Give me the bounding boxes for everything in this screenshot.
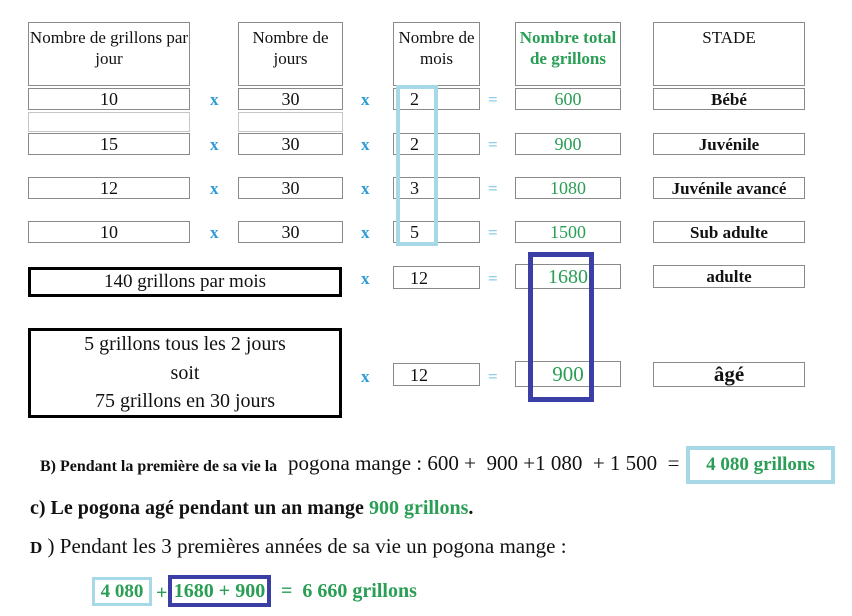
days-cell-row2: 30: [238, 133, 343, 155]
answer-d-label: D: [30, 538, 43, 557]
stage-cell-row4: Sub adulte: [653, 221, 805, 243]
multiply-sign: x: [210, 179, 219, 198]
answer-d-line: [30, 534, 567, 558]
multiply-sign: x: [210, 135, 219, 154]
header-stade: STADE: [653, 22, 805, 86]
final-plus-sign: +: [156, 582, 168, 604]
stage-cell-row2: Juvénile: [653, 133, 805, 155]
equals-sign: =: [488, 179, 498, 198]
stage-cell-row1: Bébé: [653, 88, 805, 110]
aged-rate-line2: soit: [170, 361, 200, 384]
final-result: = 6 660 grillons: [281, 580, 417, 602]
total-cell-row3: 1080: [515, 177, 621, 199]
equals-sign: =: [488, 367, 498, 386]
total-cell-row1: 600: [515, 88, 621, 110]
months-cell-row3: 3: [393, 177, 480, 199]
answer-c-period: .: [468, 497, 474, 519]
daily-cell-row3: 12: [28, 177, 190, 199]
months-cell-row5: 12: [393, 266, 480, 289]
header-mois: Nombre de mois: [393, 22, 480, 86]
answer-d-text: ) Pendant les 3 premières années de sa vie un pogona mange :: [42, 534, 567, 558]
answer-c-prefix: c) Le pogona agé pendant un an mange: [30, 497, 369, 519]
multiply-sign: x: [361, 90, 370, 109]
equals-sign: =: [488, 90, 498, 109]
aged-rate-line1: 5 grillons tous les 2 jours: [84, 333, 286, 356]
total-cell-row6: 900: [515, 361, 621, 387]
empty-cell: [28, 112, 190, 132]
answer-c-result: 900 grillons: [368, 497, 469, 519]
header-total-grillons: Nombre total de grillons: [515, 22, 621, 86]
final-term2-box: 1680 + 900: [168, 575, 271, 607]
empty-cell: [238, 112, 343, 132]
multiply-sign: x: [361, 135, 370, 154]
months-cell-row1: 2: [393, 88, 480, 110]
multiply-sign: x: [361, 223, 370, 242]
multiply-sign: x: [361, 367, 370, 386]
months-cell-row6: 12: [393, 363, 480, 386]
answer-b-label: B) Pendant la première de sa vie la: [40, 458, 278, 475]
daily-cell-row2: 15: [28, 133, 190, 155]
answer-c-line: [30, 497, 473, 520]
months-cell-row2: 2: [393, 133, 480, 155]
total-cell-row2: 900: [515, 133, 621, 155]
header-jours: Nombre de jours: [238, 22, 343, 86]
multiply-sign: x: [210, 223, 219, 242]
total-cell-row4: 1500: [515, 221, 621, 243]
answer-b-expression: pogona mange : 600 + 900 +1 080 + 1 500 =: [288, 451, 680, 475]
stage-cell-row3: Juvénile avancé: [653, 177, 805, 199]
equals-sign: =: [488, 135, 498, 154]
multiply-sign: x: [361, 269, 370, 288]
equals-sign: =: [488, 223, 498, 242]
header-grillons-par-jour: Nombre de grillons par jour: [28, 22, 190, 86]
equals-sign: =: [488, 269, 498, 288]
days-cell-row1: 30: [238, 88, 343, 110]
stage-cell-row6: âgé: [653, 362, 805, 387]
days-cell-row4: 30: [238, 221, 343, 243]
daily-cell-row4: 10: [28, 221, 190, 243]
answer-b-result-box: 4 080 grillons: [686, 446, 835, 484]
daily-cell-row1: 10: [28, 88, 190, 110]
total-cell-row5: 1680: [515, 264, 621, 289]
final-term1-box: 4 080: [92, 577, 152, 606]
aged-rate-line3: 75 grillons en 30 jours: [95, 390, 275, 413]
days-cell-row3: 30: [238, 177, 343, 199]
aged-rate-box: [28, 328, 342, 418]
multiply-sign: x: [361, 179, 370, 198]
stage-cell-row5: adulte: [653, 265, 805, 288]
multiply-sign: x: [210, 90, 219, 109]
monthly-rate-box: 140 grillons par mois: [28, 267, 342, 297]
months-cell-row4: 5: [393, 221, 480, 243]
